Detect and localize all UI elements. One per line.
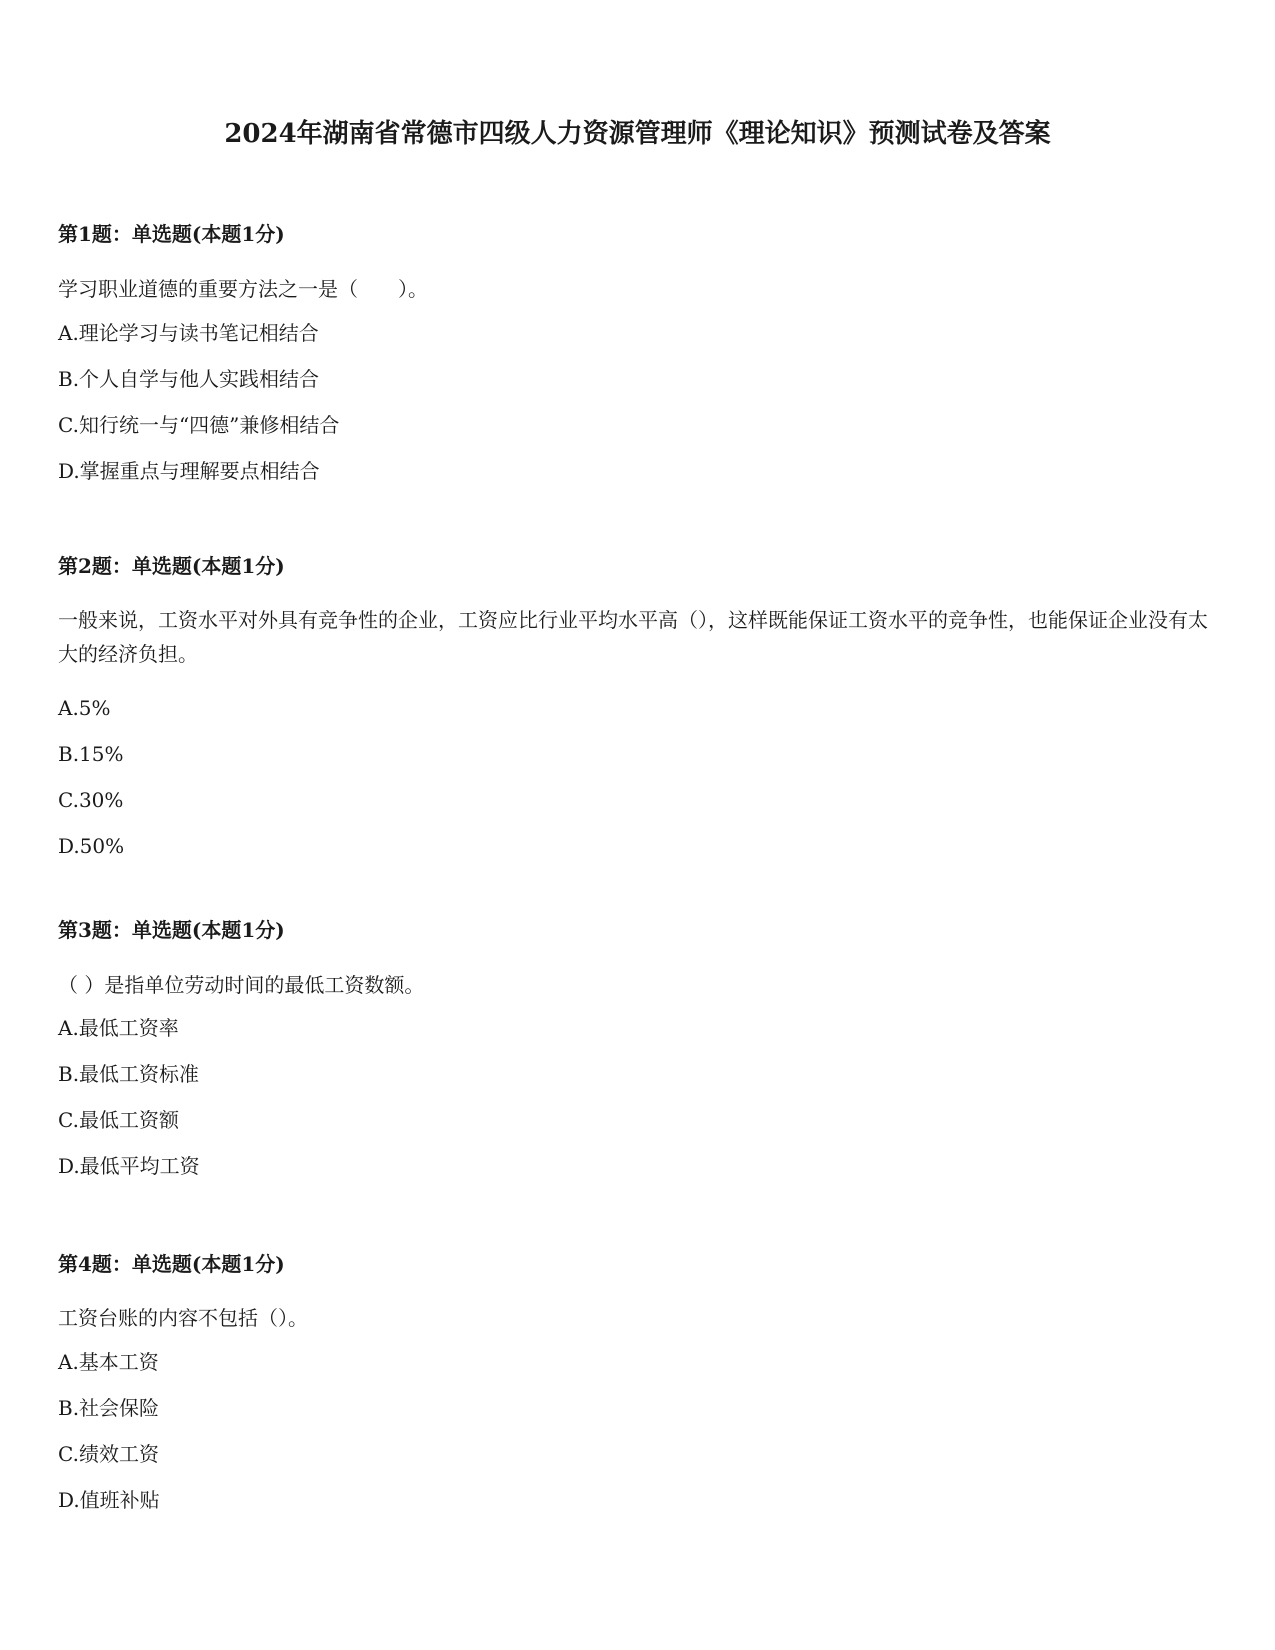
question-header: 第3题：单选题(本题1分) xyxy=(58,918,285,942)
question-block xyxy=(58,552,1208,858)
question-header: 第1题：单选题(本题1分) xyxy=(58,222,285,246)
question-stem: 学习职业道德的重要方法之一是（ ）。 xyxy=(58,277,428,301)
option-a: A.理论学习与读书笔记相结合 xyxy=(58,321,319,345)
option-a: A.最低工资率 xyxy=(58,1016,179,1040)
option-d: D.掌握重点与理解要点相结合 xyxy=(58,459,320,483)
option-b: B.15% xyxy=(58,742,124,766)
option-c: C.最低工资额 xyxy=(58,1108,179,1132)
option-d: D.值班补贴 xyxy=(58,1488,160,1512)
option-d: D.50% xyxy=(58,834,125,858)
option-a: A.5% xyxy=(58,696,111,720)
question-stem: 工资台账的内容不包括（）。 xyxy=(58,1306,308,1330)
option-b: B.社会保险 xyxy=(58,1396,160,1420)
option-a: A.基本工资 xyxy=(58,1350,159,1374)
question-block xyxy=(58,220,1208,483)
option-b: B.最低工资标准 xyxy=(58,1062,200,1086)
question-header: 第2题：单选题(本题1分) xyxy=(58,554,285,578)
question-header: 第4题：单选题(本题1分) xyxy=(58,1252,285,1276)
option-list xyxy=(58,319,339,503)
option-list xyxy=(58,1014,200,1198)
option-list xyxy=(58,694,124,878)
option-d: D.最低平均工资 xyxy=(58,1154,200,1178)
question-stem: 一般来说，工资水平对外具有竞争性的企业，工资应比行业平均水平高（），这样既能保证工资水平的竞争性，也能保证企业没有太大的经济负担。 xyxy=(58,608,1208,666)
option-b: B.个人自学与他人实践相结合 xyxy=(58,367,320,391)
question-stem: （ ）是指单位劳动时间的最低工资数额。 xyxy=(58,973,425,997)
question-block xyxy=(58,916,1208,1178)
option-c: C.30% xyxy=(58,788,124,812)
option-list xyxy=(58,1348,160,1532)
document-title: 2024年湖南省常德市四级人力资源管理师《理论知识》预测试卷及答案 xyxy=(224,119,1051,149)
question-block xyxy=(58,1250,1208,1512)
option-c: C.绩效工资 xyxy=(58,1442,159,1466)
option-c: C.知行统一与“四德”兼修相结合 xyxy=(58,413,340,437)
